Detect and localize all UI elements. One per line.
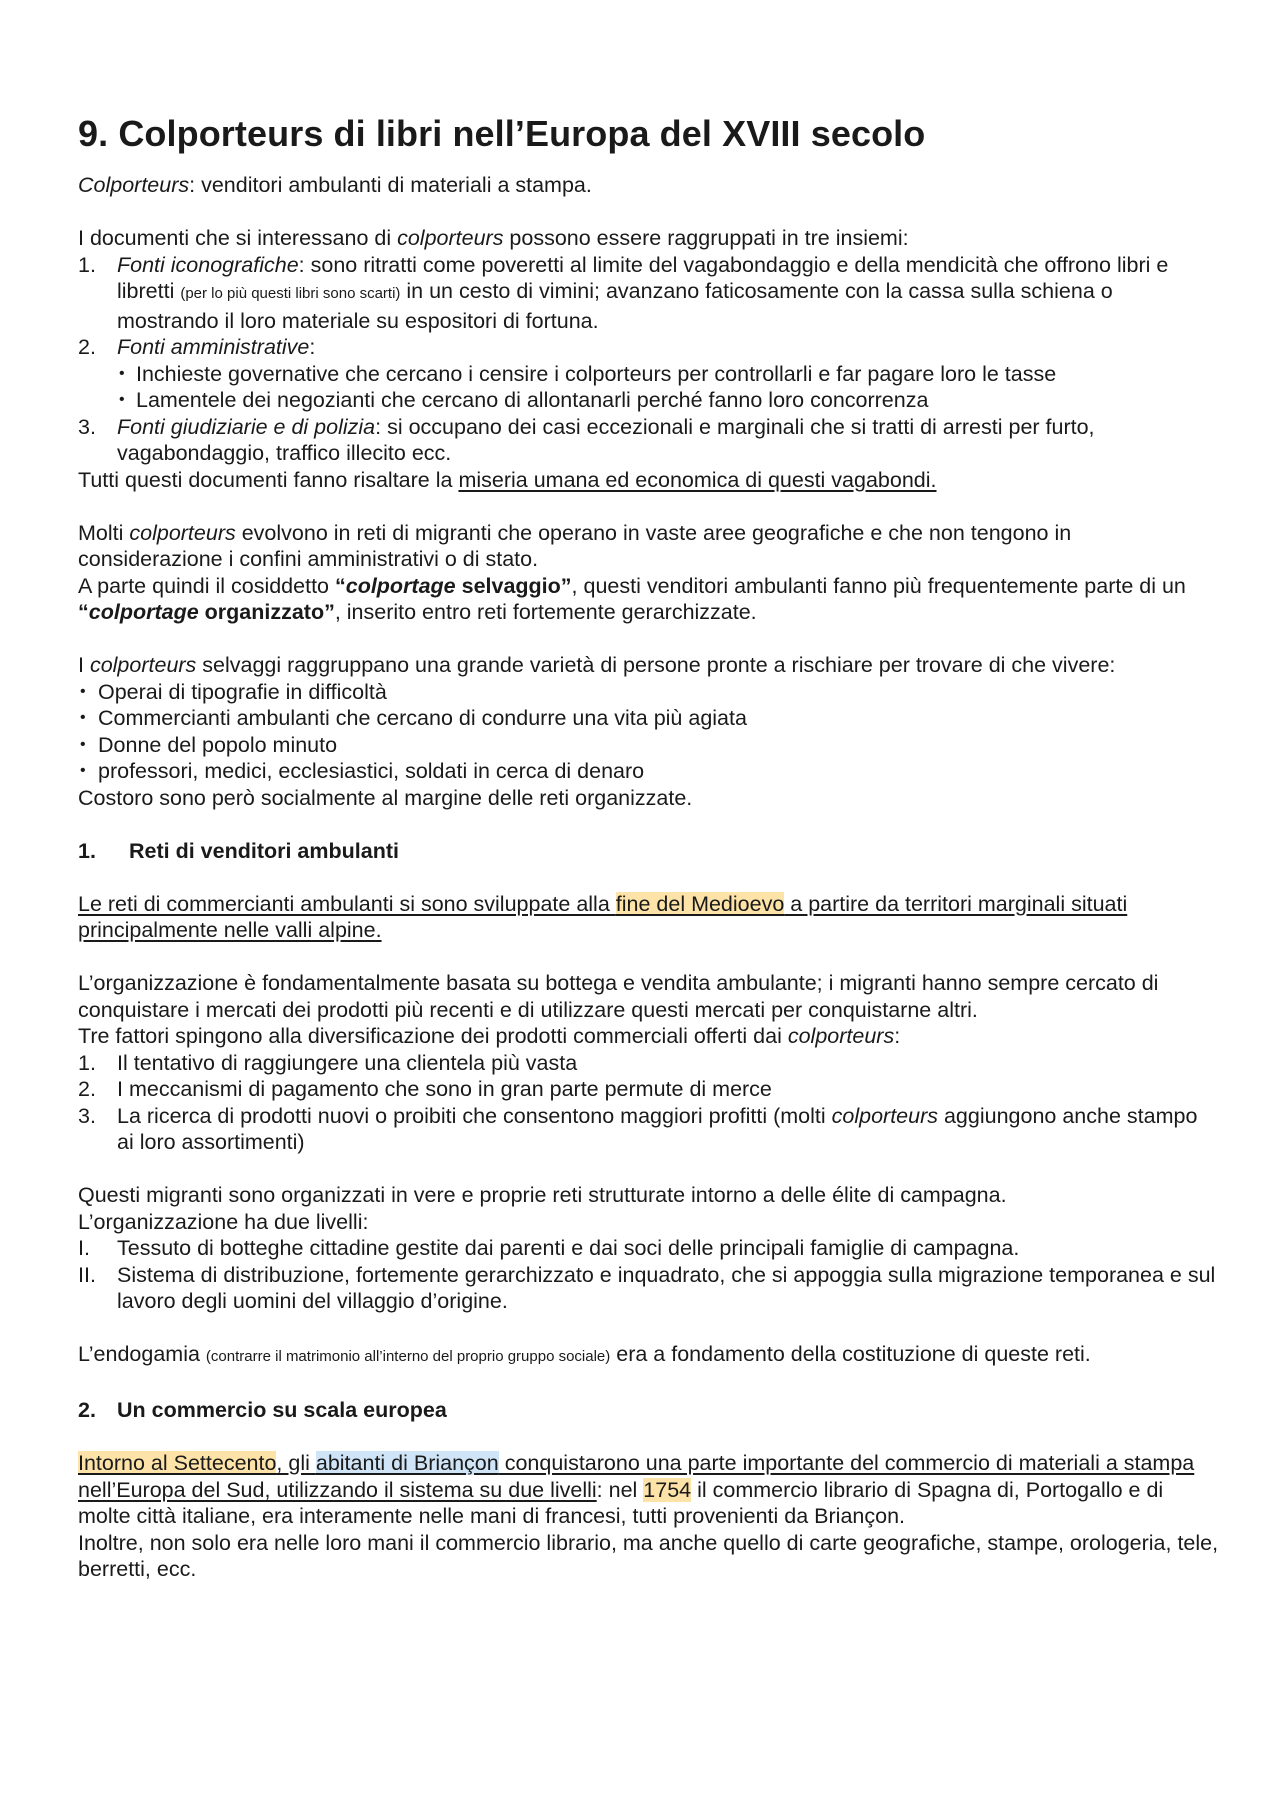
documents-intro (78, 225, 1220, 252)
spacer (78, 1371, 1220, 1398)
bold-term (78, 600, 335, 624)
text: il commercio librario di Spagna di, Portogallo e di molte città italiane, era interamente nelle mani di francesi, tutti provenienti da Briançon. (78, 1477, 1164, 1528)
text: in un cesto di vimini; avanzano faticosamente con la cassa sulla schiena o mostrando il loro materiale su espositori di fortuna. (117, 279, 1113, 333)
spacer (78, 944, 1220, 971)
section-title: Un commercio su scala europea (117, 1398, 447, 1422)
spacer (78, 864, 1220, 891)
text: evolvono in reti di migranti che operano in vaste aree geografiche e che non tengono in considerazione i confini amministrativi o di stato. (78, 520, 1072, 571)
text: Le reti di commercianti ambulanti si sono sviluppate alla (78, 891, 616, 916)
wild-colporteurs-list (78, 679, 1220, 785)
section1-paragraph-organization: L’organizzazione è fondamentalmente basata su bottega e vendita ambulante; i migranti hanno sempre cercato di conquistare i mercati dei prodotti più recenti e di utilizzare questi mercati per conquistarne altri. (78, 971, 1159, 1022)
section-number: 2. (78, 1398, 96, 1422)
list-number: 3. (78, 1103, 96, 1128)
list-item (78, 252, 1220, 335)
text: professori, medici, ecclesiastici, soldati in cerca di denaro (98, 759, 645, 783)
text: I (78, 653, 90, 677)
spacer (78, 1156, 1220, 1183)
spacer (78, 199, 1220, 226)
list-item (117, 387, 1220, 414)
text: era a fondamento della costituzione di queste reti. (610, 1342, 1091, 1366)
text: Tutti questi documenti fanno risaltare la (78, 467, 459, 492)
section1-paragraph-endogamy (78, 1341, 1220, 1371)
bullet-icon: • (80, 709, 86, 726)
text: I documenti che si interessano di (78, 226, 398, 250)
italic-term: colportage (88, 600, 199, 624)
list-item (78, 334, 1220, 361)
section1-paragraph-origins (78, 891, 1220, 944)
source-title: Fonti amministrative (117, 335, 310, 359)
text: Il tentativo di raggiungere una clientela più vasta (117, 1050, 578, 1075)
levels-list (78, 1235, 1220, 1315)
italic-term: colportage (345, 573, 456, 598)
text: , questi venditori ambulanti fanno più frequentemente parte di un (571, 573, 1186, 598)
text: I meccanismi di pagamento che sono in gran parte permute di merce (117, 1077, 772, 1101)
quote-open: “ (78, 600, 89, 624)
list-number: 1. (78, 252, 96, 277)
bullet-icon: • (119, 364, 125, 382)
list-number: 1. (78, 1050, 96, 1075)
term: colporteurs (787, 1024, 895, 1048)
text: selvaggio” (455, 573, 572, 598)
definition-term: Colporteurs (78, 173, 190, 197)
text: : si occupano dei casi eccezionali e marginali che si tratti di arresti per furto, vagabondaggio, traffico illecito ecc. (117, 414, 1095, 465)
text: Commercianti ambulanti che cercano di condurre una vita più agiata (98, 706, 747, 730)
list-number: 2. (78, 1077, 96, 1101)
section1-paragraph-elites: Questi migranti sono organizzati in vere e proprie reti strutturate intorno a delle élite di campagna. (78, 1183, 1007, 1207)
section2-paragraph-trade: Inoltre, non solo era nelle loro mani il commercio librario, ma anche quello di carte geografiche, stampe, orologeria, tele, berretti, ecc. (78, 1530, 1219, 1581)
documents-conclusion (78, 467, 1220, 494)
text: aggiungono anche stampo ai loro assortimenti) (117, 1103, 1198, 1154)
list-item (78, 1076, 1220, 1103)
highlighted-text: 1754 (643, 1477, 692, 1502)
text: a partire da territori marginali situati principalmente nelle valli alpine. (78, 891, 1128, 942)
term: colporteurs (831, 1103, 938, 1128)
text: Operai di tipografie in difficoltà (98, 679, 387, 704)
section-title: Reti di venditori ambulanti (129, 838, 399, 863)
source-title: Fonti giudiziarie e di polizia (117, 414, 376, 439)
term: colporteurs (397, 226, 504, 250)
definition-text: : venditori ambulanti di materiali a stampa. (189, 173, 592, 197)
spacer (78, 1424, 1220, 1451)
networks-paragraph (78, 520, 1220, 573)
admin-sources-sublist (117, 361, 1220, 414)
text: Inchieste governative che cercano i censire i colporteurs per controllarli e far pagare loro le tasse (136, 361, 1057, 386)
sources-list-continued (78, 414, 1220, 467)
section-heading-2 (78, 1397, 1220, 1424)
text: Lamentele dei negozianti che cercano di allontanarli perché fanno loro concorrenza (136, 388, 929, 412)
list-item (78, 705, 1220, 732)
bullet-icon: • (80, 682, 86, 700)
spacer (78, 811, 1220, 838)
list-number: II. (78, 1262, 96, 1287)
sources-list (78, 252, 1220, 361)
list-number: 3. (78, 414, 96, 439)
section-heading-1 (78, 838, 1220, 865)
quote-open: “ (334, 573, 346, 598)
spacer (78, 1315, 1220, 1342)
term: colporteurs (89, 653, 197, 677)
list-item (78, 679, 1220, 706)
highlighted-text: fine del Medioevo (615, 891, 785, 916)
list-item (78, 1050, 1220, 1077)
text: : (309, 335, 316, 359)
section1-paragraph-levels: L’organizzazione ha due livelli: (78, 1209, 369, 1234)
bold-term (335, 574, 572, 598)
list-number: 2. (78, 335, 96, 359)
wild-colporteurs-paragraph (78, 652, 1220, 679)
text: , inserito entro reti fortemente gerarchizzate. (334, 600, 757, 624)
text: organizzato” (198, 600, 335, 624)
text: : sono ritratti come poveretti al limite del vagabondaggio e della mendicità che offrono libri e libretti (117, 252, 1169, 303)
bullet-icon: • (119, 391, 125, 408)
text: Donne del popolo minuto (98, 732, 338, 757)
text: Tre fattori spingono alla diversificazione dei prodotti commerciali offerti dai (78, 1024, 788, 1048)
list-item (78, 414, 1220, 467)
list-item (78, 732, 1220, 759)
source-title: Fonti iconografiche (117, 252, 299, 277)
text: : nel (596, 1477, 644, 1502)
colportage-paragraph (78, 573, 1220, 626)
section-number: 1. (78, 838, 96, 863)
section1-paragraph-factors (78, 1023, 1220, 1050)
bullet-icon: • (80, 735, 86, 753)
list-item (78, 1235, 1220, 1262)
text: : (894, 1024, 901, 1048)
text: selvaggi raggruppano una grande varietà di persone pronte a rischiare per trovare di che vivere: (196, 653, 1116, 677)
text: Molti (78, 520, 130, 545)
small-note: (per lo più questi libri sono scarti) (180, 285, 401, 302)
text: Sistema di distribuzione, fortemente gerarchizzato e inquadrato, che si appoggia sulla migrazione temporanea e sul lavoro degli uomini del villaggio d’origine. (117, 1262, 1216, 1313)
text: A parte quindi il cosiddetto (78, 573, 335, 598)
list-item (78, 758, 1220, 785)
highlighted-text: abitanti di Briançon (315, 1451, 499, 1475)
spacer (78, 626, 1220, 653)
definition-paragraph (78, 172, 1220, 199)
underlined-text: miseria umana ed economica di questi vagabondi. (458, 467, 937, 492)
bullet-icon: • (80, 762, 86, 779)
term: colporteurs (129, 520, 236, 545)
list-number: I. (78, 1236, 90, 1260)
page-title: 9. Colporteurs di libri nell’Europa del XVIII secolo (78, 113, 926, 154)
wild-colporteurs-closing: Costoro sono però socialmente al margine delle reti organizzate. (78, 785, 693, 810)
list-item (78, 1262, 1220, 1315)
list-item (78, 1103, 1220, 1156)
factors-list (78, 1050, 1220, 1156)
text: La ricerca di prodotti nuovi o proibiti che consentono maggiori profitti (molti (117, 1103, 832, 1128)
text: possono essere raggruppati in tre insiemi: (503, 226, 909, 250)
text: L’endogamia (78, 1342, 206, 1366)
section2-paragraph-briancon (78, 1450, 1220, 1530)
list-item (117, 361, 1220, 388)
text: conquistarono una parte importante del commercio di materiali a stampa nell’Europa del Sud, utilizzando il sistema su due livelli (78, 1451, 1195, 1502)
text: , gli (276, 1451, 316, 1475)
spacer (78, 493, 1220, 520)
text: Tessuto di botteghe cittadine gestite dai parenti e dai soci delle principali famiglie di campagna. (117, 1236, 1020, 1260)
small-note: (contrarre il matrimonio all’interno del proprio gruppo sociale) (205, 1348, 611, 1365)
highlighted-text: Intorno al Settecento (78, 1451, 277, 1475)
